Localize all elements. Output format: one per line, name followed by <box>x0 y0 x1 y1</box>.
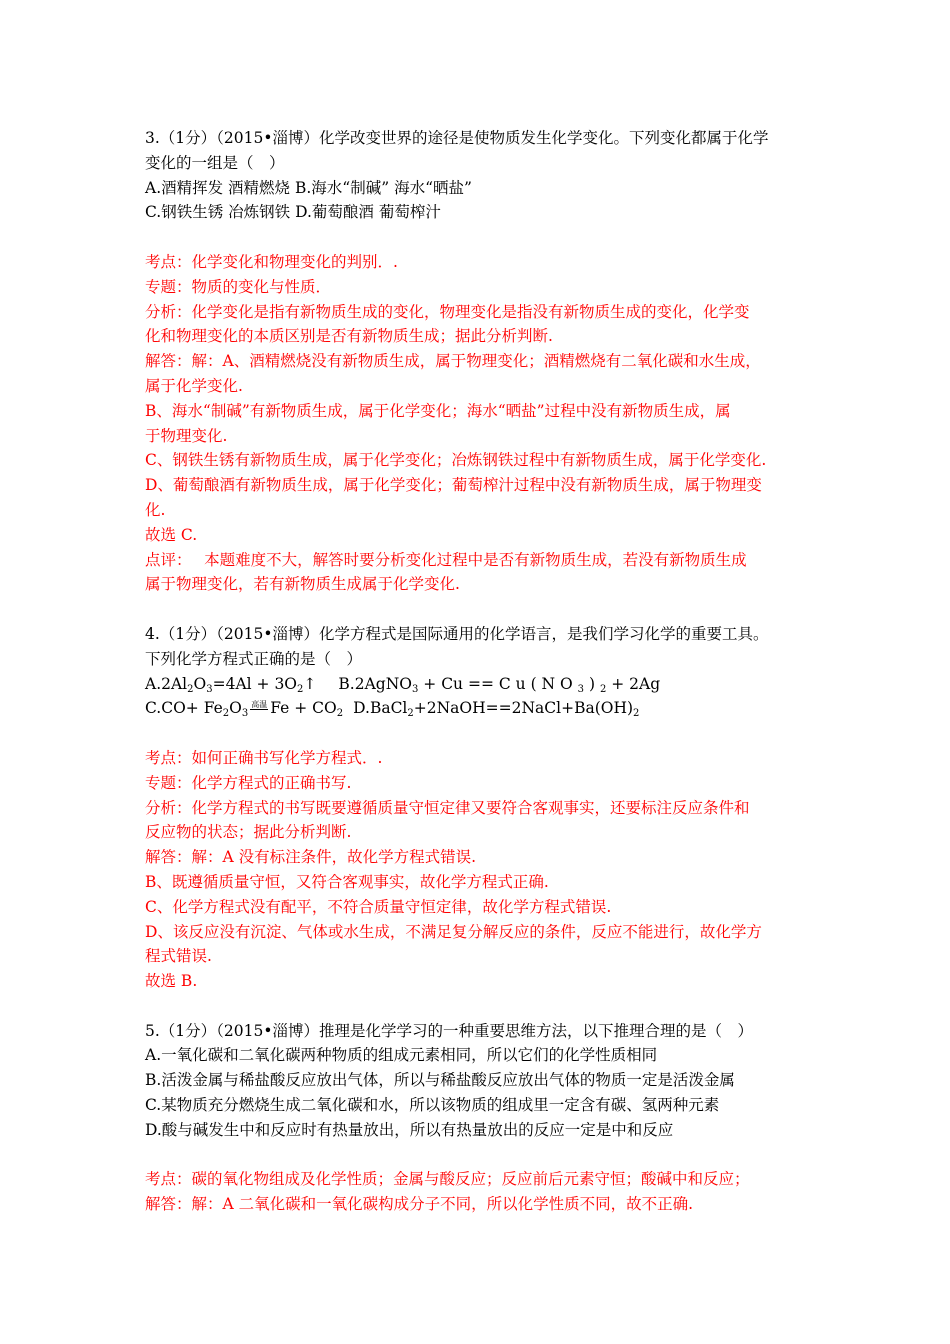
option-c-text: Fe + CO <box>270 699 337 718</box>
document-page <box>145 126 825 1217</box>
question-4 <box>145 622 825 721</box>
dianping-line-1: 点评： 本题难度不大，解答时要分析变化过程中是否有新物质生成，若没有新物质生成 <box>145 550 747 569</box>
question-5-solution <box>145 1167 825 1217</box>
subscript: 3 <box>241 708 249 720</box>
question-4-stem-line-1: 4.（1分）（2015•淄博）化学方程式是国际通用的化学语言，是我们学习化学的重要工具。 <box>145 624 769 643</box>
jieda-answer: 故选 B. <box>145 972 198 991</box>
question-3-stem-line-1: 3.（1分）（2015•淄博）化学改变世界的途径是使物质发生化学变化。下列变化都属于化学 <box>145 129 769 147</box>
option-d-text: +2NaOH==2NaCl+Ba(OH) <box>413 699 634 718</box>
jieda-line-1: 解答：解：A、酒精燃烧没有新物质生成，属于物理变化；酒精燃烧有二氧化碳和水生成， <box>145 352 761 371</box>
question-5 <box>145 1019 825 1143</box>
kaodian: 考点：碳的氧化物组成及化学性质；金属与酸反应；反应前后元素守恒；酸碱中和反应； <box>145 1170 750 1189</box>
option-b-text: ) <box>584 674 600 693</box>
reaction-condition: 高温 <box>251 700 268 710</box>
option-c-text: C.CO+ Fe <box>145 699 223 718</box>
zhuanti: 专题：物质的变化与性质． <box>145 277 332 296</box>
question-3-options-line-2: C.钢铁生锈 冶炼钢铁 D.葡萄酿酒 葡萄榨汁 <box>145 203 441 222</box>
question-4-options-line-1 <box>145 672 825 697</box>
jieda-line-4: D、该反应没有沉淀、气体或水生成，不满足复分解反应的条件，反应不能进行，故化学方 <box>145 922 762 941</box>
kaodian: 考点：如何正确书写化学方程式．. <box>145 748 383 767</box>
dianping-line-2: 属于物理变化，若有新物质生成属于化学变化. <box>145 575 460 594</box>
jieda-line-4: 于物理变化. <box>145 426 228 445</box>
jieda-line-5: 程式错误. <box>145 947 212 966</box>
option-a-text: ↑ <box>303 674 317 693</box>
question-5-option-c: C.某物质充分燃烧生成二氧化碳和水，所以该物质的组成里一定含有碳、氢两种元素 <box>145 1096 720 1115</box>
fenxi-line-2: 化和物理变化的本质区别是否有新物质生成；据此分析判断. <box>145 327 553 346</box>
option-d-text: D.BaCl <box>353 699 408 718</box>
fenxi-line-1: 分析：化学方程式的书写既要遵循质量守恒定律又要符合客观事实，还要标注反应条件和 <box>145 798 750 817</box>
option-b-text: + Cu == C u ( N O <box>418 674 578 693</box>
subscript: 3 <box>206 683 213 695</box>
fenxi-line-2: 反应物的状态；据此分析判断. <box>145 823 352 842</box>
jieda-answer: 故选 C. <box>145 525 198 544</box>
fenxi-line-1: 分析：化学变化是指有新物质生成的变化，物理变化是指没有新物质生成的变化，化学变 <box>145 302 750 321</box>
zhuanti: 专题：化学方程式的正确书写. <box>145 773 352 792</box>
subscript: 3 <box>411 683 419 695</box>
subscript: 2 <box>599 683 607 695</box>
jieda-line-1: 解答：解：A 二氧化碳和一氧化碳构成分子不同，所以化学性质不同，故不正确. <box>145 1195 694 1214</box>
question-4-options-line-2 <box>145 696 825 721</box>
question-3-options-line-1: A.酒精挥发 酒精燃烧 B.海水“制碱” 海水“晒盐” <box>145 178 472 197</box>
jieda-line-3: C、化学方程式没有配平，不符合质量守恒定律，故化学方程式错误. <box>145 897 612 916</box>
question-5-option-a: A.一氧化碳和二氧化碳两种物质的组成元素相同，所以它们的化学性质相同 <box>145 1046 658 1065</box>
option-a-text: A.2Al <box>145 674 188 693</box>
question-5-stem: 5.（1分）（2015•淄博）推理是化学学习的一种重要思维方法，以下推理合理的是（ ） <box>145 1021 753 1040</box>
subscript: 2 <box>633 708 640 720</box>
jieda-line-2: 属于化学变化. <box>145 376 243 395</box>
option-c-text: O <box>229 699 242 718</box>
question-4-stem-line-2: 下列化学方程式正确的是（ ） <box>145 649 363 668</box>
subscript: 2 <box>336 708 344 720</box>
option-a-text: =4Al + 3O <box>212 674 298 693</box>
question-3 <box>145 126 825 225</box>
jieda-line-3: B、海水“制碱”有新物质生成，属于化学变化；海水“晒盐”过程中没有新物质生成，属 <box>145 401 731 420</box>
jieda-line-1: 解答：解：A 没有标注条件，故化学方程式错误. <box>145 848 477 867</box>
jieda-line-2: B、既遵循质量守恒，又符合客观事实，故化学方程式正确. <box>145 872 549 891</box>
option-b-text: + 2Ag <box>606 674 661 693</box>
jieda-line-5: C、钢铁生锈有新物质生成，属于化学变化；冶炼钢铁过程中有新物质生成，属于化学变化. <box>145 451 767 470</box>
subscript: 2 <box>222 708 230 720</box>
jieda-line-7: 化. <box>145 500 166 519</box>
jieda-line-6: D、葡萄酿酒有新物质生成，属于化学变化；葡萄榨汁过程中没有新物质生成，属于物理变 <box>145 476 762 495</box>
subscript: 3 <box>577 683 585 695</box>
question-3-solution <box>145 250 825 597</box>
subscript: 2 <box>297 683 304 695</box>
kaodian: 考点：化学变化和物理变化的判别．. <box>145 252 398 271</box>
question-5-option-b: B.活泼金属与稀盐酸反应放出气体，所以与稀盐酸反应放出气体的物质一定是活泼金属 <box>145 1071 735 1090</box>
question-3-stem-line-2: 变化的一组是（ ） <box>145 153 285 172</box>
question-4-solution <box>145 746 825 994</box>
subscript: 2 <box>407 708 414 720</box>
subscript: 2 <box>187 683 194 695</box>
option-b-text: B.2AgNO <box>338 674 412 693</box>
question-5-option-d: D.酸与碱发生中和反应时有热量放出，所以有热量放出的反应一定是中和反应 <box>145 1120 674 1139</box>
option-a-text: O <box>193 674 207 693</box>
